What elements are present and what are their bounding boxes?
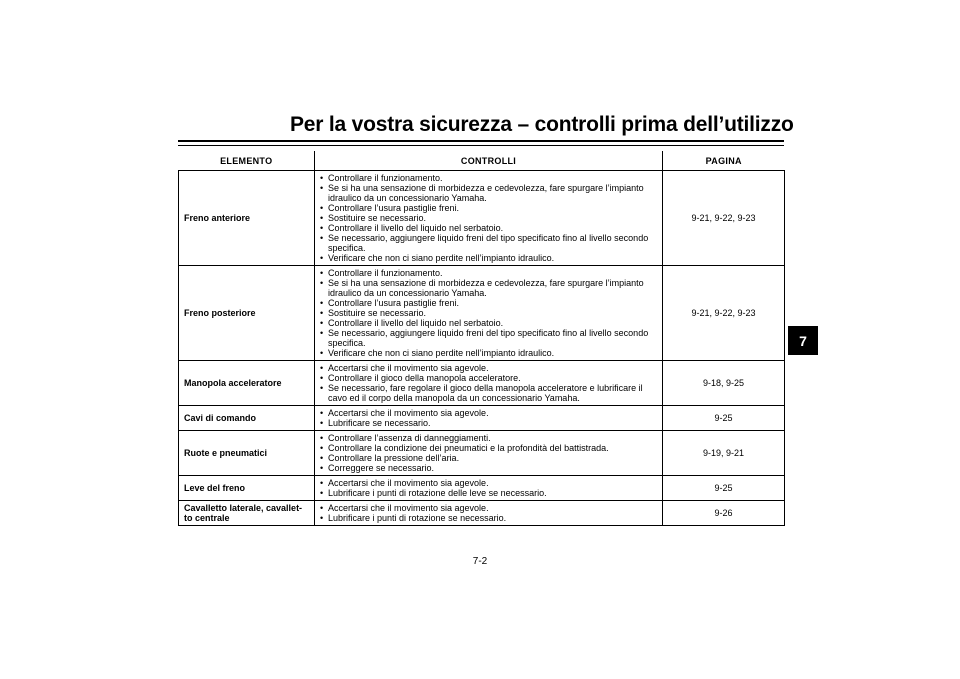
page-ref-cell: 9-21, 9-22, 9-23 [663,171,785,266]
check-item: • Se necessario, aggiungere liquido freni del tipo specificato fino al livello secondo specifica. [320,233,657,253]
check-item: • Sostituire se necessario. [320,308,657,318]
check-item: • Controllare la condizione dei pneumatici e la profondità del battistrada. [320,443,657,453]
checks-list [320,478,657,498]
check-item: • Correggere se necessario. [320,463,657,473]
element-cell: Freno anteriore [179,171,315,266]
check-item: • Lubrificare se necessario. [320,418,657,428]
column-header-element: ELEMENTO [179,151,315,171]
page-ref-cell: 9-25 [663,476,785,501]
table-row [179,406,785,431]
checks-list [320,408,657,428]
checks-list [320,363,657,403]
checks-cell [315,406,663,431]
column-header-checks: CONTROLLI [315,151,663,171]
check-item: • Controllare il gioco della manopola acceleratore. [320,373,657,383]
check-item: • Controllare l’assenza di danneggiamenti. [320,433,657,443]
checks-cell [315,476,663,501]
check-item: • Se necessario, fare regolare il gioco della manopola acceleratore e lubrificare il cavo ed il corpo della manopola da un concessionario Yamaha. [320,383,657,403]
check-item: • Se si ha una sensazione di morbidezza e cedevolezza, fare spurgare l’impianto idraulico da un concessionario Yamaha. [320,278,657,298]
checks-list [320,268,657,358]
check-item: • Verificare che non ci siano perdite nell’impianto idraulico. [320,253,657,263]
check-item: • Accertarsi che il movimento sia agevole. [320,408,657,418]
check-item: • Controllare il livello del liquido nel serbatoio. [320,223,657,233]
check-item: • Controllare il livello del liquido nel serbatoio. [320,318,657,328]
table-header-row [179,151,785,171]
check-item: • Sostituire se necessario. [320,213,657,223]
check-item: • Se si ha una sensazione di morbidezza e cedevolezza, fare spurgare l’impianto idraulico da un concessionario Yamaha. [320,183,657,203]
table-row [179,476,785,501]
checks-list [320,503,657,523]
check-item: • Accertarsi che il movimento sia agevole. [320,363,657,373]
table-row [179,171,785,266]
page-title: Per la vostra sicurezza – controlli prima dell’utilizzo [290,113,794,136]
check-item: • Verificare che non ci siano perdite nell’impianto idraulico. [320,348,657,358]
element-cell: Cavalletto laterale, cavallet-to centrale [179,501,315,526]
page-ref-cell: 9-25 [663,406,785,431]
page-ref-cell: 9-18, 9-25 [663,361,785,406]
page-ref-cell: 9-26 [663,501,785,526]
page-number: 7-2 [472,556,488,567]
column-header-page: PAGINA [663,151,785,171]
check-item: • Accertarsi che il movimento sia agevole. [320,478,657,488]
check-item: • Controllare l’usura pastiglie freni. [320,298,657,308]
element-cell: Freno posteriore [179,266,315,361]
checks-cell [315,501,663,526]
check-item: • Controllare l’usura pastiglie freni. [320,203,657,213]
check-item: • Lubrificare i punti di rotazione delle leve se necessario. [320,488,657,498]
title-rule-thin [178,145,784,146]
element-cell: Manopola acceleratore [179,361,315,406]
check-item: • Se necessario, aggiungere liquido freni del tipo specificato fino al livello secondo specifica. [320,328,657,348]
element-cell: Cavi di comando [179,406,315,431]
page-ref-cell: 9-19, 9-21 [663,431,785,476]
table-row [179,266,785,361]
table-row [179,361,785,406]
table-row [179,431,785,476]
page-ref-cell: 9-21, 9-22, 9-23 [663,266,785,361]
table-body [179,171,785,526]
element-cell: Ruote e pneumatici [179,431,315,476]
checks-list [320,433,657,473]
check-item: • Accertarsi che il movimento sia agevole. [320,503,657,513]
check-item: • Controllare il funzionamento. [320,173,657,183]
checks-cell [315,431,663,476]
section-tab: 7 [788,326,818,355]
inspection-table [178,151,785,526]
element-cell: Leve del freno [179,476,315,501]
checks-cell [315,361,663,406]
checks-list [320,173,657,263]
title-rule [178,140,784,142]
check-item: • Controllare la pressione dell’aria. [320,453,657,463]
check-item: • Controllare il funzionamento. [320,268,657,278]
check-item: • Lubrificare i punti di rotazione se necessario. [320,513,657,523]
checks-cell [315,171,663,266]
table-row [179,501,785,526]
checks-cell [315,266,663,361]
